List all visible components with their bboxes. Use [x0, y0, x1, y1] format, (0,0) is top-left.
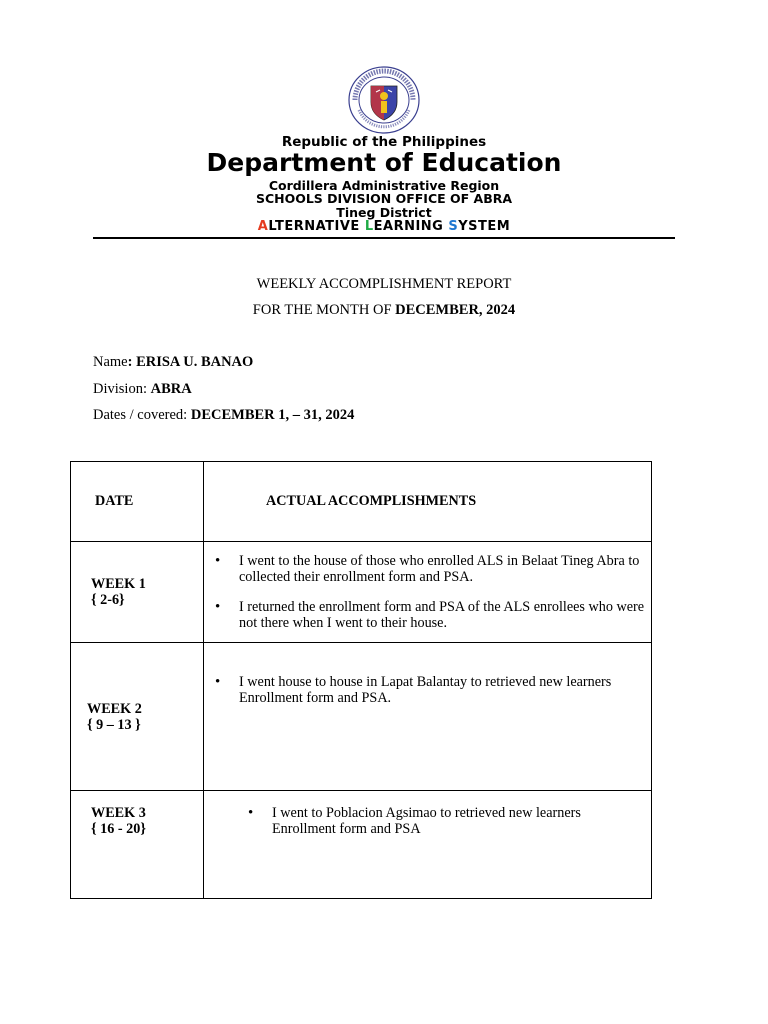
table-row: [71, 542, 652, 643]
table-header-row: [71, 462, 652, 542]
name-line: Name: ERISA U. BANAO: [93, 354, 254, 370]
accomplishment-cell: [204, 791, 652, 899]
list-item: • I went to the house of those who enrolled ALS in Belaat Tineg Abra to collected their enrollment form and PSA.: [239, 553, 645, 585]
accomplishments-column-header: ACTUAL ACCOMPLISHMENTS: [204, 462, 652, 542]
dates-line: Dates / covered: DECEMBER 1, – 31, 2024: [93, 407, 355, 423]
date-column-header: DATE: [71, 462, 204, 542]
region-heading: Cordillera Administrative Region: [268, 178, 500, 193]
accomplishment-cell: [204, 542, 652, 643]
division-line: Division: ABRA: [93, 381, 192, 397]
list-item: • I went to Poblacion Agsimao to retrieved new learners Enrollment form and PSA: [272, 805, 611, 837]
report-month: FOR THE MONTH OF DECEMBER, 2024: [252, 302, 516, 318]
district-heading: Tineg District: [336, 205, 432, 220]
week-cell: WEEK 1 { 2-6}: [71, 542, 204, 643]
republic-heading: Republic of the Philippines: [281, 134, 487, 150]
deped-seal-logo: [347, 66, 421, 134]
report-title: WEEKLY ACCOMPLISHMENT REPORT: [256, 276, 512, 292]
list-item: • I went house to house in Lapat Balantay to retrieved new learners Enrollment form and PSA.: [239, 674, 645, 706]
week-cell: WEEK 2 { 9 – 13 }: [71, 643, 204, 791]
list-item: • I returned the enrollment form and PSA of the ALS enrollees who were not there when I went to their house.: [239, 599, 645, 631]
accomplishment-cell: [204, 643, 652, 791]
als-heading: ALTERNATIVE LEARNING SYSTEM: [257, 219, 511, 234]
department-heading: Department of Education: [206, 148, 562, 177]
header-divider: [93, 237, 675, 239]
table-row: [71, 791, 652, 899]
division-office-heading: SCHOOLS DIVISION OFFICE OF ABRA: [255, 191, 513, 206]
accomplishment-table: [70, 461, 652, 899]
table-row: [71, 643, 652, 791]
week-cell: WEEK 3 { 16 - 20}: [71, 791, 204, 899]
